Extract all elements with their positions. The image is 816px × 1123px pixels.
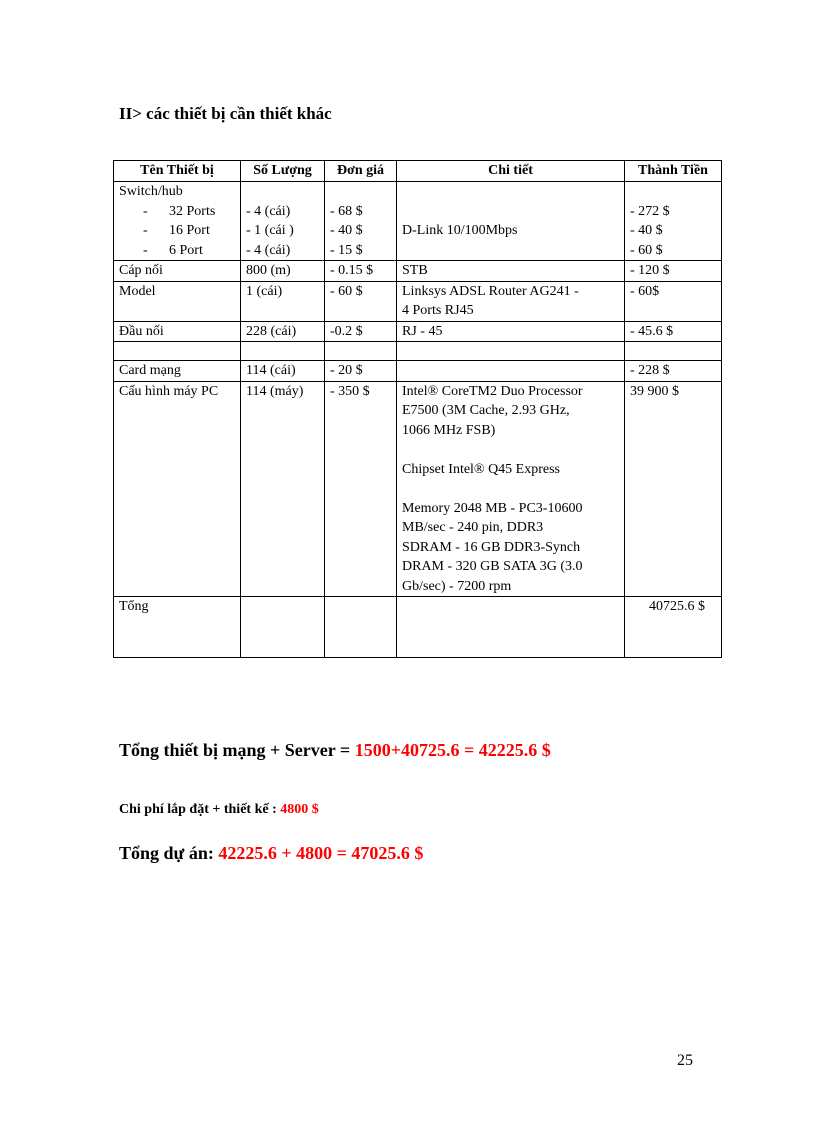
switch-sub-price: - 68 $ [330, 203, 363, 219]
cell-unit-price: - 0.15 $ [325, 261, 397, 282]
switch-sub-qty: - 4 (cái) [246, 242, 291, 258]
switch-sub-name: 6 Port [169, 242, 203, 258]
switch-sub-name: 16 Port [169, 223, 210, 238]
switch-name: Switch/hub [119, 184, 183, 199]
header-total: Thành Tiền [625, 161, 722, 182]
table-row [114, 261, 722, 282]
cell-total: - 228 $ [625, 361, 722, 382]
cell-detail [397, 182, 625, 261]
header-unit-price: Đơn giá [325, 161, 397, 182]
grand-total-label: Tổng [114, 597, 241, 658]
cell-quantity: 800 (m) [241, 261, 325, 282]
header-name: Tên Thiết bị [114, 161, 241, 182]
cell-detail [397, 361, 625, 382]
cell-total: 39 900 $ [625, 381, 722, 597]
project-total-line [119, 843, 423, 864]
table-row-grand-total [114, 597, 722, 658]
cell-quantity: 1 (cái) [241, 281, 325, 321]
table-row [114, 281, 722, 321]
cell-name: Cấu hình máy PC [114, 381, 241, 597]
table-header-row [114, 161, 722, 182]
cell-quantity: 114 (cái) [241, 361, 325, 382]
switch-sub-price: - 15 $ [330, 242, 363, 258]
page-number: 25 [677, 1052, 693, 1069]
switch-sub-total: - 60 $ [630, 242, 663, 258]
network-total-value: 1500+40725.6 = 42225.6 $ [354, 740, 551, 760]
table-row [114, 381, 722, 597]
table-row [114, 361, 722, 382]
list-dash: - [143, 223, 148, 238]
switch-detail: D-Link 10/100Mbps [402, 223, 518, 238]
pc-memory-line: MB/sec - 240 pin, DDR3 [402, 520, 544, 535]
cell-name: Model [114, 281, 241, 321]
model-detail-line: Linksys ADSL Router AG241 - [402, 283, 579, 299]
network-total-label: Tổng thiết bị mạng + Server = [119, 740, 351, 760]
cell-total [625, 182, 722, 261]
table-row-empty [114, 342, 722, 361]
model-detail-line: 4 Ports RJ45 [402, 303, 474, 318]
grand-total-value: 40725.6 $ [625, 597, 722, 658]
cell-empty [397, 597, 625, 658]
cell-name: Card mạng [114, 361, 241, 382]
cell-detail [397, 281, 625, 321]
switch-sub-total: - 40 $ [630, 223, 663, 238]
switch-sub-qty: - 1 (cái ) [246, 223, 294, 238]
pc-memory-line: SDRAM - 16 GB DDR3-Synch [402, 539, 581, 555]
header-detail: Chi tiết [397, 161, 625, 182]
install-cost-label: Chi phí lắp đặt + thiết kế : [119, 802, 277, 817]
switch-sub-item [119, 202, 235, 222]
pc-memory-line: Memory 2048 MB - PC3-10600 [402, 500, 583, 516]
cell-empty [325, 342, 397, 361]
cell-total: - 60$ [625, 281, 722, 321]
switch-sub-qty: - 4 (cái) [246, 203, 291, 219]
pc-chipset: Chipset Intel® Q45 Express [402, 461, 561, 477]
section-heading: II> các thiết bị cần thiết khác [119, 104, 332, 123]
table-row [114, 321, 722, 342]
cell-total: - 120 $ [625, 261, 722, 282]
network-total-line [119, 740, 551, 761]
cell-unit-price [325, 182, 397, 261]
cell-unit-price: - 60 $ [325, 281, 397, 321]
pc-memory-line: DRAM - 320 GB SATA 3G (3.0 [402, 559, 583, 574]
cell-unit-price: - 20 $ [325, 361, 397, 382]
cell-detail [397, 381, 625, 597]
cell-total: - 45.6 $ [625, 321, 722, 342]
cell-empty [325, 597, 397, 658]
cell-empty [397, 342, 625, 361]
switch-sub-total: - 272 $ [630, 203, 670, 219]
cell-empty [241, 342, 325, 361]
cell-empty [625, 342, 722, 361]
cell-detail: RJ - 45 [397, 321, 625, 342]
cell-quantity: 228 (cái) [241, 321, 325, 342]
cell-empty [114, 342, 241, 361]
cell-name: Đầu nối [114, 321, 241, 342]
cell-quantity: 114 (máy) [241, 381, 325, 597]
switch-sub-item [119, 241, 235, 261]
install-cost-value: 4800 $ [280, 802, 319, 817]
pc-cpu-line: 1066 MHz FSB) [402, 422, 496, 438]
cell-name: Cáp nối [114, 261, 241, 282]
pc-memory-line: Gb/sec) - 7200 rpm [402, 578, 512, 594]
pc-cpu-line: Intel® CoreTM2 Duo Processor [402, 383, 583, 399]
cell-empty [241, 597, 325, 658]
project-total-value: 42225.6 + 4800 = 47025.6 $ [218, 843, 424, 863]
cell-unit-price: -0.2 $ [325, 321, 397, 342]
equipment-table [113, 160, 722, 658]
switch-sub-price: - 40 $ [330, 223, 363, 238]
list-dash: - [143, 203, 148, 219]
switch-sub-name: 32 Ports [169, 203, 216, 219]
cell-detail: STB [397, 261, 625, 282]
switch-sub-item [119, 221, 235, 241]
table-row [114, 182, 722, 261]
pc-cpu-line: E7500 (3M Cache, 2.93 GHz, [402, 403, 570, 418]
project-total-label: Tổng dự án: [119, 843, 214, 863]
list-dash: - [143, 242, 148, 258]
cell-unit-price: - 350 $ [325, 381, 397, 597]
install-cost-line [119, 802, 319, 818]
cell-quantity [241, 182, 325, 261]
header-quantity: Số Lượng [241, 161, 325, 182]
cell-name [114, 182, 241, 261]
